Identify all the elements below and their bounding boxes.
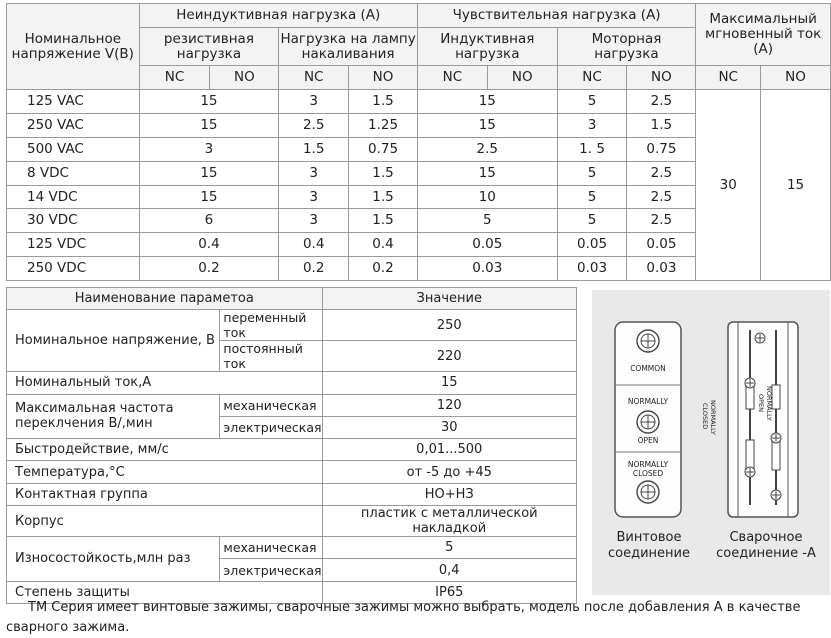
motor-no-cell: 2.5 xyxy=(627,90,696,114)
value-temperature: от -5 до +45 xyxy=(322,461,576,483)
sub-electrical: электрическая xyxy=(220,416,322,438)
motor-nc-cell: 5 xyxy=(557,185,627,209)
resistive-cell: 0.2 xyxy=(139,257,279,281)
value-durability-electrical: 0,4 xyxy=(322,559,576,581)
inductive-cell: 2.5 xyxy=(417,137,557,161)
header-no: NO xyxy=(349,66,418,90)
header-voltage: Номинальное напряжение V(B) xyxy=(7,4,140,90)
lamp-nc-cell: 1.5 xyxy=(279,137,349,161)
max-current-nc-cell: 30 xyxy=(696,90,761,281)
value-contact-group: НО+НЗ xyxy=(322,483,576,505)
lamp-nc-cell: 0.4 xyxy=(279,233,349,257)
label-weld-normally-open: NORMALLY xyxy=(765,386,773,421)
screw-icon xyxy=(637,411,659,433)
motor-nc-cell: 0.05 xyxy=(557,233,627,257)
table-row xyxy=(7,394,577,416)
motor-no-cell: 2.5 xyxy=(627,209,696,233)
motor-no-cell: 0.75 xyxy=(627,137,696,161)
resistive-cell: 15 xyxy=(139,90,279,114)
motor-no-cell: 1.5 xyxy=(627,113,696,137)
header-no: NO xyxy=(627,66,696,90)
lamp-no-cell: 1.5 xyxy=(349,209,418,233)
motor-no-cell: 2.5 xyxy=(627,161,696,185)
value-housing: пластик с металлической накладкой xyxy=(322,506,576,537)
param-temperature: Температура,°C xyxy=(7,461,323,483)
inductive-cell: 5 xyxy=(417,209,557,233)
header-nc: NC xyxy=(139,66,210,90)
caption-screw: Винтовое соединение xyxy=(608,530,690,561)
screw-icon xyxy=(637,481,659,503)
table-row xyxy=(7,439,577,461)
value-freq-mechanical: 120 xyxy=(322,394,576,416)
param-durability: Износостойкость,млн раз xyxy=(7,537,220,582)
parameter-table xyxy=(6,287,577,604)
header-sensitive: Чувствительная нагрузка (А) xyxy=(417,4,695,28)
header-lamp: Нагрузка на лампу накаливания xyxy=(279,28,418,66)
lamp-nc-cell: 3 xyxy=(279,90,349,114)
motor-nc-cell: 5 xyxy=(557,161,627,185)
header-noninductive: Неиндуктивная нагрузка (А) xyxy=(139,4,417,28)
caption-weld: Сварочное соединение -А xyxy=(716,530,816,561)
param-housing: Корпус xyxy=(7,506,323,537)
voltage-cell: 500 VAC xyxy=(7,137,140,161)
sub-mechanical: механическая xyxy=(220,394,322,416)
inductive-cell: 15 xyxy=(417,113,557,137)
label-normally-open-1: NORMALLY xyxy=(627,397,669,406)
value-freq-electrical: 30 xyxy=(322,416,576,438)
table-row xyxy=(7,90,831,114)
motor-nc-cell: 0.03 xyxy=(557,257,627,281)
screw-terminal-block xyxy=(615,322,681,517)
resistive-cell: 0.4 xyxy=(139,233,279,257)
voltage-cell: 125 VAC xyxy=(7,90,140,114)
table-row xyxy=(7,537,577,559)
screw-icon xyxy=(755,333,765,343)
header-parameter-name: Наименование параметоа xyxy=(7,288,323,310)
resistive-cell: 15 xyxy=(139,185,279,209)
lamp-no-cell: 0.75 xyxy=(349,137,418,161)
inductive-cell: 0.03 xyxy=(417,257,557,281)
param-speed: Быстродействие, мм/с xyxy=(7,439,323,461)
screw-icon xyxy=(771,490,781,500)
resistive-cell: 15 xyxy=(139,113,279,137)
label-open: OPEN xyxy=(637,436,659,445)
screw-icon xyxy=(637,330,659,352)
motor-no-cell: 0.05 xyxy=(627,233,696,257)
param-max-frequency: Максимальная частота переклчения В/,мин xyxy=(7,394,220,439)
table-row xyxy=(7,461,577,483)
voltage-cell: 250 VAC xyxy=(7,113,140,137)
value-speed: 0,01...500 xyxy=(322,439,576,461)
footnote: TM Серия имеет винтовые зажимы, сварочные зажимы можно выбрать, модель после добавления А в качестве сварного зажима. xyxy=(6,600,801,635)
table-row xyxy=(7,506,577,537)
lamp-no-cell: 0.2 xyxy=(349,257,418,281)
value-rated-current: 15 xyxy=(322,372,576,394)
resistive-cell: 15 xyxy=(139,161,279,185)
load-rating-table xyxy=(6,3,831,281)
inductive-cell: 10 xyxy=(417,185,557,209)
voltage-cell: 8 VDC xyxy=(7,161,140,185)
param-rated-current: Номинальный ток,А xyxy=(7,372,323,394)
screw-icon xyxy=(745,467,755,477)
screw-icon xyxy=(771,433,781,443)
table-row xyxy=(7,483,577,505)
lamp-no-cell: 1.5 xyxy=(349,90,418,114)
inductive-cell: 15 xyxy=(417,90,557,114)
motor-nc-cell: 1. 5 xyxy=(557,137,627,161)
header-nc: NC xyxy=(696,66,761,90)
value-durability-mechanical: 5 xyxy=(322,537,576,559)
lamp-no-cell: 0.4 xyxy=(349,233,418,257)
value-ac: 250 xyxy=(322,310,576,341)
motor-nc-cell: 5 xyxy=(557,90,627,114)
label-weld-normally-closed: NORMALLY xyxy=(709,400,717,435)
header-nc: NC xyxy=(279,66,349,90)
inductive-cell: 15 xyxy=(417,161,557,185)
max-current-no-cell: 15 xyxy=(761,90,831,281)
motor-nc-cell: 5 xyxy=(557,209,627,233)
header-no: NO xyxy=(210,66,279,90)
lamp-nc-cell: 3 xyxy=(279,209,349,233)
lamp-no-cell: 1.5 xyxy=(349,161,418,185)
motor-no-cell: 0.03 xyxy=(627,257,696,281)
lamp-nc-cell: 3 xyxy=(279,185,349,209)
table-row xyxy=(7,372,577,394)
param-contact-group: Контактная группа xyxy=(7,483,323,505)
header-nc: NC xyxy=(557,66,627,90)
param-protection: Степень защиты xyxy=(7,581,323,603)
motor-no-cell: 2.5 xyxy=(627,185,696,209)
terminal-diagram xyxy=(592,290,830,595)
value-dc: 220 xyxy=(322,341,576,372)
sub-electrical: электрическая xyxy=(220,559,322,581)
header-nc: NC xyxy=(417,66,487,90)
label-closed: CLOSED xyxy=(632,469,664,478)
inductive-cell: 0.05 xyxy=(417,233,557,257)
weld-terminal-block xyxy=(728,322,798,517)
label-weld-open: OPEN xyxy=(757,394,765,413)
lamp-nc-cell: 2.5 xyxy=(279,113,349,137)
header-no: NO xyxy=(487,66,557,90)
lamp-nc-cell: 3 xyxy=(279,161,349,185)
lamp-no-cell: 1.25 xyxy=(349,113,418,137)
resistive-cell: 3 xyxy=(139,137,279,161)
header-resistive: резистивная нагрузка xyxy=(139,28,279,66)
voltage-cell: 30 VDC xyxy=(7,209,140,233)
screw-icon xyxy=(745,378,755,388)
resistive-cell: 6 xyxy=(139,209,279,233)
voltage-cell: 125 VDC xyxy=(7,233,140,257)
header-motor: Моторная нагрузка xyxy=(557,28,696,66)
header-no: NO xyxy=(761,66,831,90)
voltage-cell: 14 VDC xyxy=(7,185,140,209)
header-inductive: Индуктивная нагрузка xyxy=(417,28,557,66)
label-common: COMMON xyxy=(630,364,666,373)
voltage-cell: 250 VDC xyxy=(7,257,140,281)
sub-mechanical: механическая xyxy=(220,537,322,559)
header-max-current: Максимальный мгновенный ток (А) xyxy=(696,4,831,66)
value-protection: IP65 xyxy=(322,581,576,603)
lamp-nc-cell: 0.2 xyxy=(279,257,349,281)
motor-nc-cell: 3 xyxy=(557,113,627,137)
table-row xyxy=(7,310,577,341)
label-normally-closed-1: NORMALLY xyxy=(627,460,669,469)
lamp-no-cell: 1.5 xyxy=(349,185,418,209)
sub-ac: переменный ток xyxy=(220,310,322,341)
sub-dc: постоянный ток xyxy=(220,341,322,372)
header-parameter-value: Значение xyxy=(322,288,576,310)
label-weld-closed: CLOSED xyxy=(701,403,709,430)
param-rated-voltage: Номинальное напряжение, В xyxy=(7,310,220,372)
